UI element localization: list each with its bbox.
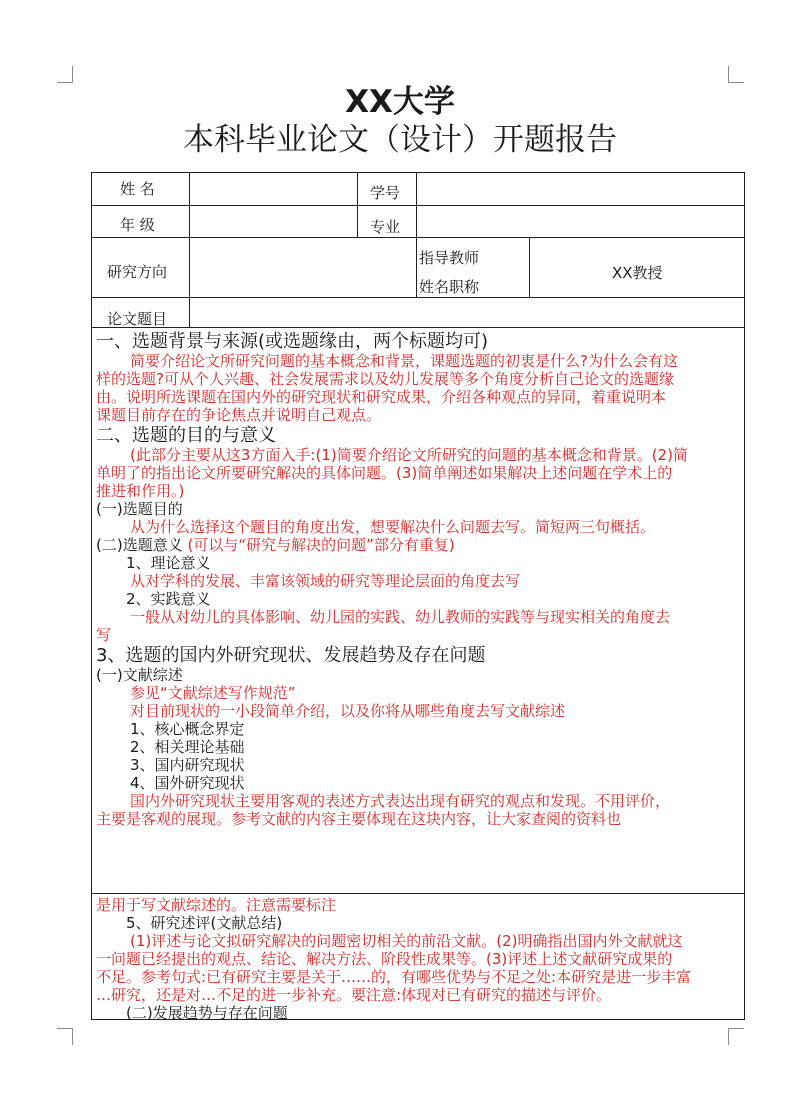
trend-heading: (二)发展趋势与存在问题 <box>126 1004 288 1022</box>
student-id-label: 学号 <box>370 184 401 202</box>
commentary-line: 不足。参考句式:已有研究主要是关于……的，有哪些优势与不足之处:本研究是进一步丰富 <box>96 968 692 986</box>
advisor-value: XX教授 <box>612 264 663 282</box>
column-divider <box>357 173 358 237</box>
section1-line: 样的选题?可从个人兴趣、社会发展需求以及幼儿发展等多个角度分析自己论文的选题缘 <box>96 370 674 388</box>
purpose-heading: (一)选题目的 <box>96 500 183 518</box>
name-label: 姓 名 <box>120 180 155 198</box>
advisor-label-line1: 指导教师 <box>419 249 480 267</box>
review-intro-line: 对目前现状的一小段简单介绍，以及你将从哪些角度去写文献综述 <box>130 702 566 720</box>
theory-heading: 1、理论意义 <box>126 554 211 572</box>
commentary-line: (1)评述与论文拟研究解决的问题密切相关的前沿文献。(2)明确指出国内外文献就这 <box>130 932 683 950</box>
proposal-body-continued <box>96 896 744 1022</box>
name-field[interactable] <box>190 174 356 204</box>
advisor-label-line2: 姓名职称 <box>419 278 480 296</box>
university-title: XX大学 <box>345 84 455 120</box>
commentary-line: …研究，还是对…不足的进一步补充。要注意:体现对已有研究的描述与评价。 <box>96 986 612 1004</box>
thesis-title-field[interactable] <box>190 298 743 326</box>
review-ref-line: 参见“文献综述写作规范” <box>130 684 296 702</box>
grade-field[interactable] <box>190 206 356 236</box>
commentary-heading: 5、研究述评(文献总结) <box>126 914 283 932</box>
thesis-title-label: 论文题目 <box>107 310 168 328</box>
significance-row <box>96 536 744 554</box>
report-title: 本科毕业论文（设计）开题报告 <box>183 122 617 158</box>
status-continued-line: 是用于写文献综述的。注意需要标注 <box>96 896 337 914</box>
proposal-body <box>96 332 744 828</box>
status-line: 国内外研究现状主要用客观的表述方式表达出现有研究的观点和发现。不用评价， <box>130 792 671 810</box>
section1-line: 由。说明所选课题在国内外的研究现状和研究成果，介绍各种观点的异同，着重说明本 <box>96 388 667 406</box>
practice-text: 一般从对幼儿的具体影响、幼儿园的实践、幼儿教师的实践等与现实相关的角度去 <box>130 608 671 626</box>
purpose-text: 从为什么选择这个题目的角度出发，想要解决什么问题去写。简短两三句概括。 <box>130 518 656 536</box>
theory-text: 从对学科的发展、丰富该领域的研究等理论层面的角度去写 <box>130 572 521 590</box>
review-item: 4、国外研究现状 <box>130 774 245 792</box>
section2-intro-line: (此部分主要从这3方面入手:(1)简要介绍论文所研究的问题的基本概念和背景。(2)简 <box>130 446 688 464</box>
major-label: 专业 <box>370 218 401 236</box>
crop-mark-bottom-left-v <box>72 1028 73 1045</box>
significance-note: (可以与“研究与解决的问题”部分有重复) <box>187 536 455 554</box>
research-direction-label: 研究方向 <box>107 263 168 281</box>
review-item: 1、核心概念界定 <box>130 720 245 738</box>
page-continuation-divider <box>92 893 744 894</box>
section1-line: 简要介绍论文所研究问题的基本概念和背景，课题选题的初衷是什么?为什么会有这 <box>130 352 678 370</box>
section2-intro-line: 单明了的指出论文所要研究解决的具体问题。(3)简单阐述如果解决上述问题在学术上的 <box>96 464 673 482</box>
status-line: 主要是客观的展现。参考文献的内容主要体现在这块内容，让大家查阅的资料也 <box>96 810 622 828</box>
review-item: 3、国内研究现状 <box>130 756 245 774</box>
practice-heading: 2、实践意义 <box>126 590 211 608</box>
student-id-field[interactable] <box>417 174 743 204</box>
crop-mark-bottom-right-h <box>728 1028 744 1029</box>
section1-line: 课题目前存在的争论焦点并说明自己观点。 <box>96 406 382 424</box>
section2-heading: 二、选题的目的与意义 <box>96 425 276 446</box>
practice-text-cont: 写 <box>96 626 112 644</box>
section1-heading: 一、选题背景与来源(或选题缘由，两个标题均可) <box>96 331 489 352</box>
proposal-form <box>91 172 745 1020</box>
major-field[interactable] <box>417 206 743 236</box>
review-item: 2、相关理论基础 <box>130 738 245 756</box>
crop-mark-bottom-right-v <box>728 1028 729 1045</box>
section2-intro-line: 推进和作用。) <box>96 482 185 500</box>
crop-mark-top-left-v <box>72 66 73 83</box>
significance-heading: (二)选题意义 <box>96 536 183 554</box>
research-direction-field[interactable] <box>190 238 415 296</box>
grade-label: 年 级 <box>120 216 155 234</box>
crop-mark-top-right-v <box>728 66 729 83</box>
commentary-line: 一问题已经提出的观点、结论、解决方法、阶段性成果等。(3)评述上述文献研究成果的 <box>96 950 673 968</box>
crop-mark-bottom-left-h <box>57 1028 73 1029</box>
section3-heading: 3、选题的国内外研究现状、发展趋势及存在问题 <box>96 645 486 666</box>
row-divider <box>92 327 744 328</box>
column-divider <box>529 237 530 297</box>
review-heading: (一)文献综述 <box>96 666 183 684</box>
